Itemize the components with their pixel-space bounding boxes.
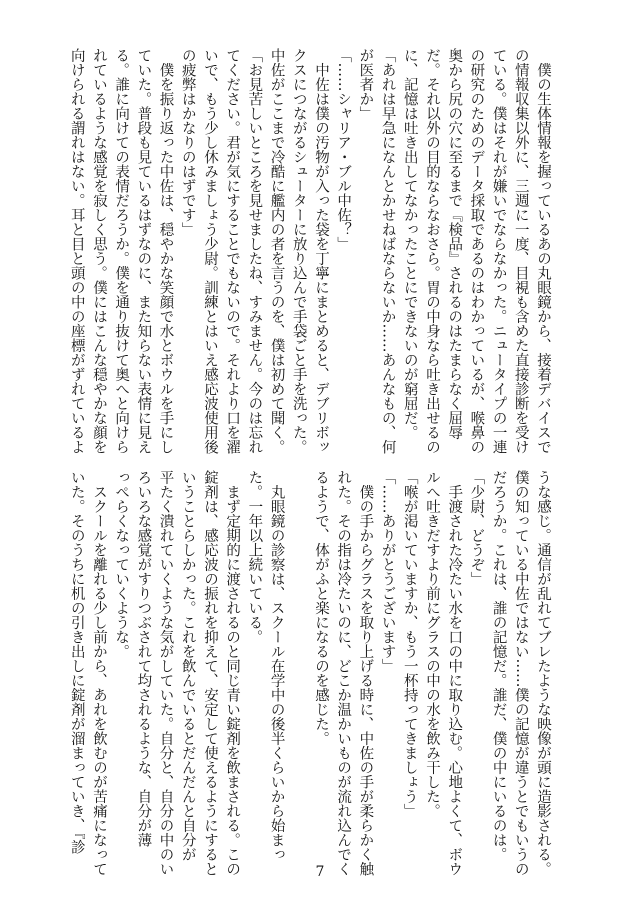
text-line: 錠剤は、感応波の振れを抑えて、安定して使えるようにすると	[201, 470, 218, 876]
text-line: 中佐がここまで冷酷に艦内の者を言うのを、僕は初めて聞く。	[268, 48, 285, 454]
page-number: 7	[315, 864, 325, 880]
upper-text-block	[68, 48, 554, 454]
text-line: 「喉が渇いていますか、もう一杯持ってきましょう」	[401, 470, 418, 818]
text-line: 「あれは早急になんとかせねばならないか……あんなもの、何	[379, 48, 396, 454]
text-line: に、記憶は吐き出してなかったことにできないのが窮屈だ。	[401, 48, 418, 440]
text-line: 手渡された冷たい水を口の中に取り込む。心地よくて、ボウ	[446, 470, 463, 876]
text-line: ろいろな感覚がすりつぶされて均されるような、自分が薄	[135, 470, 152, 847]
text-line: だろうか。これは、誰の記憶だ。誰だ、僕の中にいるのは。	[490, 470, 507, 862]
text-line: 「……シャリア・ブル中佐？」	[335, 48, 352, 251]
text-line: るようで、体がふと楽になるのを感じた。	[312, 470, 329, 746]
text-line: てください。君が気にすることでもないので。それより口を濯	[224, 48, 241, 454]
text-line: うな感じ。通信が乱れてブレたような映像が頭に造影される。	[535, 470, 551, 876]
text-line: 僕の手からグラスを取り上げる時に、中佐の手が柔らかく触	[357, 470, 374, 876]
text-line: いた。そのうちに机の引き出しに錠剤が溜まっていき、『診	[68, 470, 85, 855]
text-line: だ。それ以外の目的ならなおさら。胃の中身なら吐き出せるの	[423, 48, 440, 454]
text-line: ルへ吐きだすより前にグラスの中の水を飲み干した。	[423, 470, 440, 818]
lower-text-block	[68, 470, 554, 876]
text-line: 奥から尻の穴に至るまで『検品』されるのはたまらなく屈辱	[446, 48, 463, 440]
text-line: が医者か」	[357, 48, 374, 121]
text-line: の情報収集以外に、三週に一度、目視も含めた直接診断を受け	[512, 48, 529, 454]
text-line: れた。その指は冷たいのに、どこか温かいものが流れ込んでく	[335, 470, 352, 876]
text-line: ている。僕はそれが嫌いでならなかった。ニュータイプの一連	[490, 48, 507, 454]
text-line: 僕を振り返った中佐は、穏やかな笑顔で水とボウルを手にし	[157, 48, 174, 454]
text-line: れているような感覚を寂しく思う。僕にはこんな穏やかな顔を	[90, 48, 107, 454]
text-line: る。誰に向けての表情だろうか。僕を通り抜けて奥へと向けら	[113, 48, 130, 454]
text-line: クスにつながるシューターに放り込んで手袋ごと手を洗った。	[290, 48, 307, 454]
text-line: いで、もう少し休みましょう少尉。訓練とはいえ感応波使用後	[201, 48, 218, 454]
text-line: 僕の生体情報を握っているあの丸眼鏡から、接着デバイスで	[535, 48, 551, 454]
text-line: 僕の知っている中佐ではない……僕の記憶が違うとでもいうの	[512, 470, 529, 876]
text-line: っぺらくなっていくような。	[113, 470, 130, 659]
text-line: 丸眼鏡の診察は、スクール在学中の後半くらいから始まっ	[268, 470, 285, 862]
text-line: ていた。普段も見ているはずなのに、また知らない表情に見え	[135, 48, 152, 454]
text-line: 「……ありがとうございます」	[379, 470, 396, 673]
text-line: の疲弊はかなりのはずです」	[179, 48, 196, 237]
text-line: スクールを離れる少し前から、あれを飲むのが苦痛になって	[90, 470, 107, 876]
text-line: 中佐は僕の汚物が入った袋を丁寧にまとめると、デブリボッ	[312, 48, 329, 454]
text-line: 「少尉、どうぞ」	[468, 470, 485, 586]
text-line: 向けられる謂れはない。耳と目と頭の中の座標がずれているよ	[68, 48, 85, 454]
text-line: た。一年以上続いている。	[246, 470, 263, 644]
text-line: 「お見苦しいところを見せましたね、すみません。今のは忘れ	[246, 48, 263, 454]
text-line: いうことらしかった。これを飲んでいるとだんだんと自分が	[179, 470, 196, 862]
text-line	[288, 470, 310, 848]
text-line: 平たく潰れていくような気がしていた。自分と、自分の中のい	[157, 470, 174, 876]
text-line: まず定期的に渡されるのと同じ青い錠剤を飲まされる。この	[224, 470, 241, 876]
text-line: の研究のためのデータ採取であるのはわかっているが、喉鼻の	[468, 48, 485, 454]
